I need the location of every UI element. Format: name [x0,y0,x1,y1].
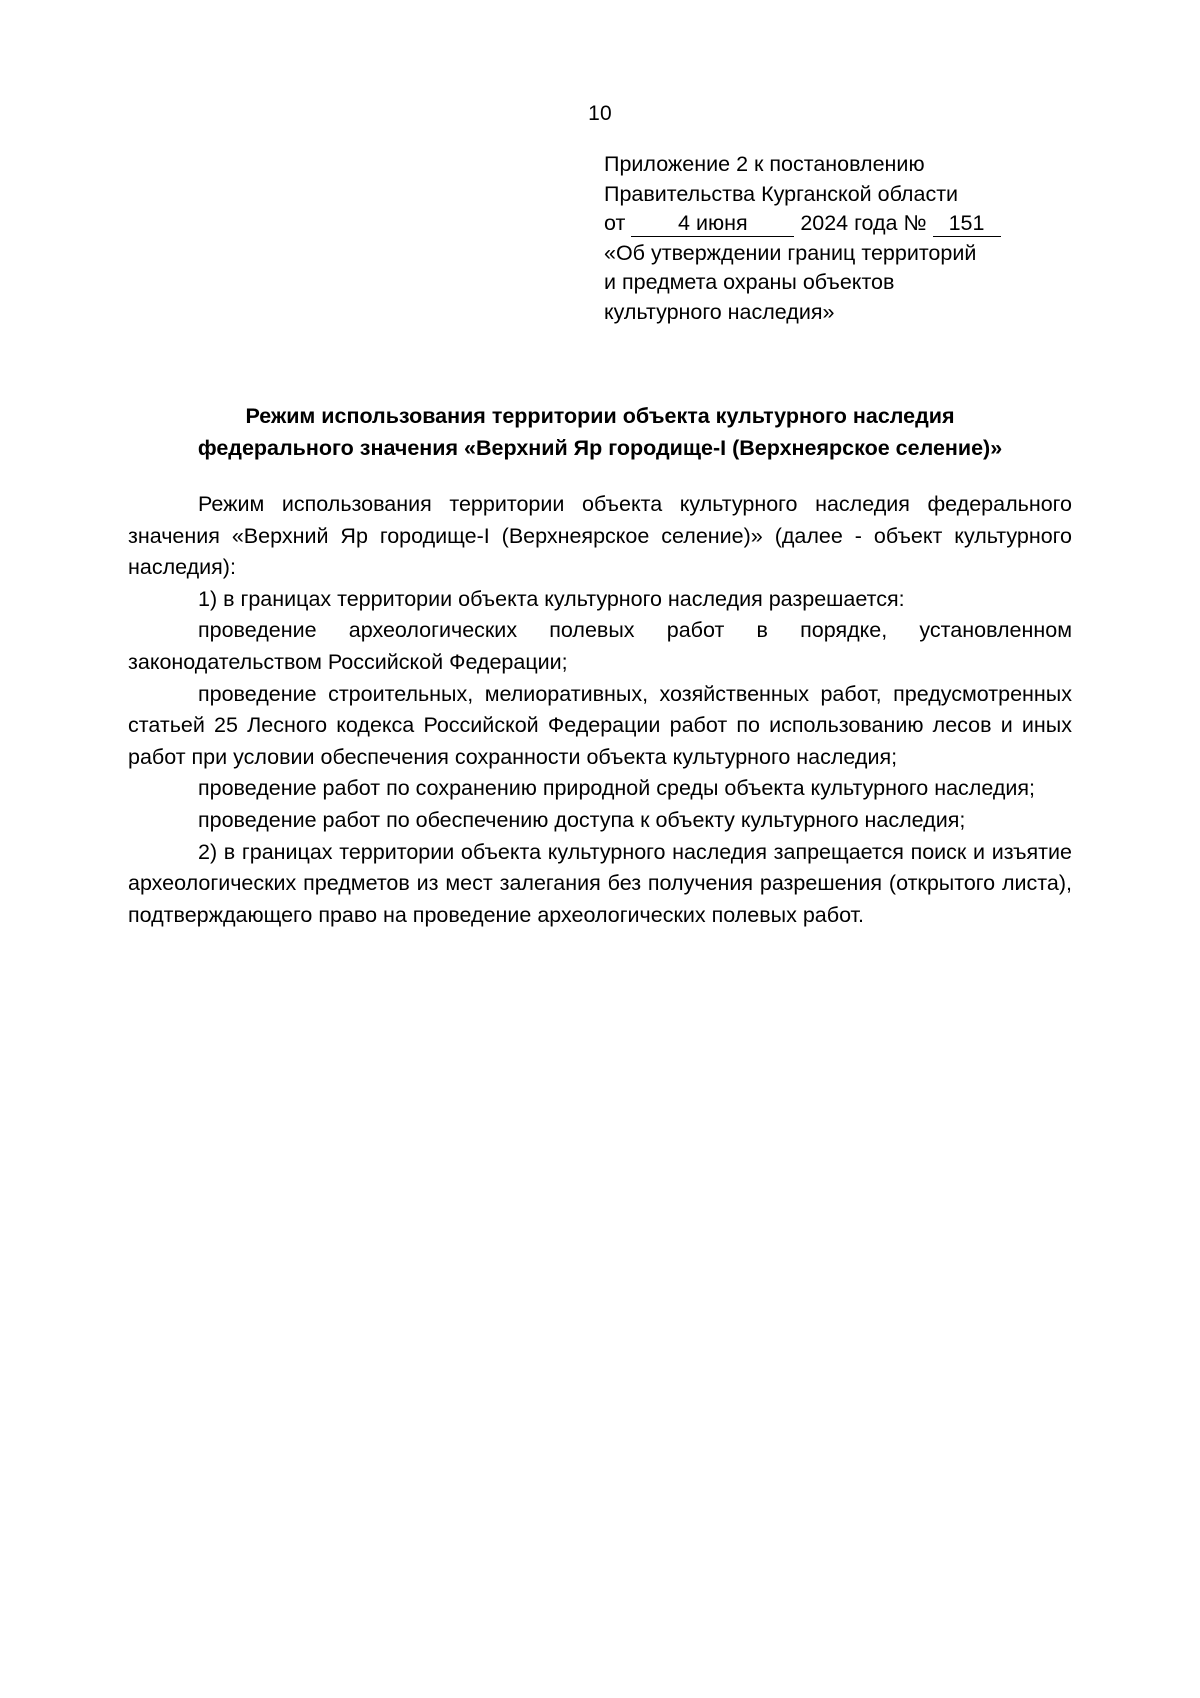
date-value-field: 4 июня [631,211,794,237]
document-title [128,400,1072,464]
appendix-line-2: Правительства Курганской области [604,181,959,206]
appendix-line-6: культурного наследия» [604,299,835,324]
appendix-line-5: и предмета охраны объектов [604,270,895,294]
body-paragraph: проведение работ по обеспечению доступа к объекту культурного наследия; [198,807,966,832]
page-number: 10 [588,102,612,125]
body-paragraph: проведение археологических полевых работ в порядке, установленном законодательством Российской Федерации; [128,618,1072,674]
appendix-date-line [604,209,1074,239]
document-body [128,489,1072,931]
body-paragraph: проведение работ по сохранению природной среды объекта культурного наследия; [198,776,1035,801]
body-paragraph: Режим использования территории объекта культурного наследия федерального значения «Верхний Яр городище-I (Верхнеярское селение)» (далее - объект культурного наследия): [128,492,1072,580]
date-prefix-label: от [604,211,626,235]
body-paragraph: 2) в границах территории объекта культурного наследия запрещается поиск и изъятие археологических предметов из мест залегания без получения разрешения (открытого листа), подтверждающего право на проведение археологических полевых работ. [128,839,1072,927]
document-number-field: 151 [933,211,1001,237]
body-paragraph: проведение строительных, мелиоративных, хозяйственных работ, предусмотренных статьей 25 Лесного кодекса Российской Федерации работ по использованию лесов и иных работ при условии обеспечения сохранности объекта культурного наследия; [128,681,1072,769]
document-title-line-2: федерального значения «Верхний Яр городище-I (Верхнеярское селение)» [197,436,1003,460]
appendix-reference-block [604,150,1074,327]
appendix-line-4: «Об утверждении границ территорий [604,240,977,265]
document-title-line-1: Режим использования территории объекта культурного наследия [245,404,955,428]
year-label: 2024 года № [800,211,927,235]
appendix-line-1: Приложение 2 к постановлению [604,152,925,176]
body-paragraph: 1) в границах территории объекта культурного наследия разрешается: [198,586,905,611]
